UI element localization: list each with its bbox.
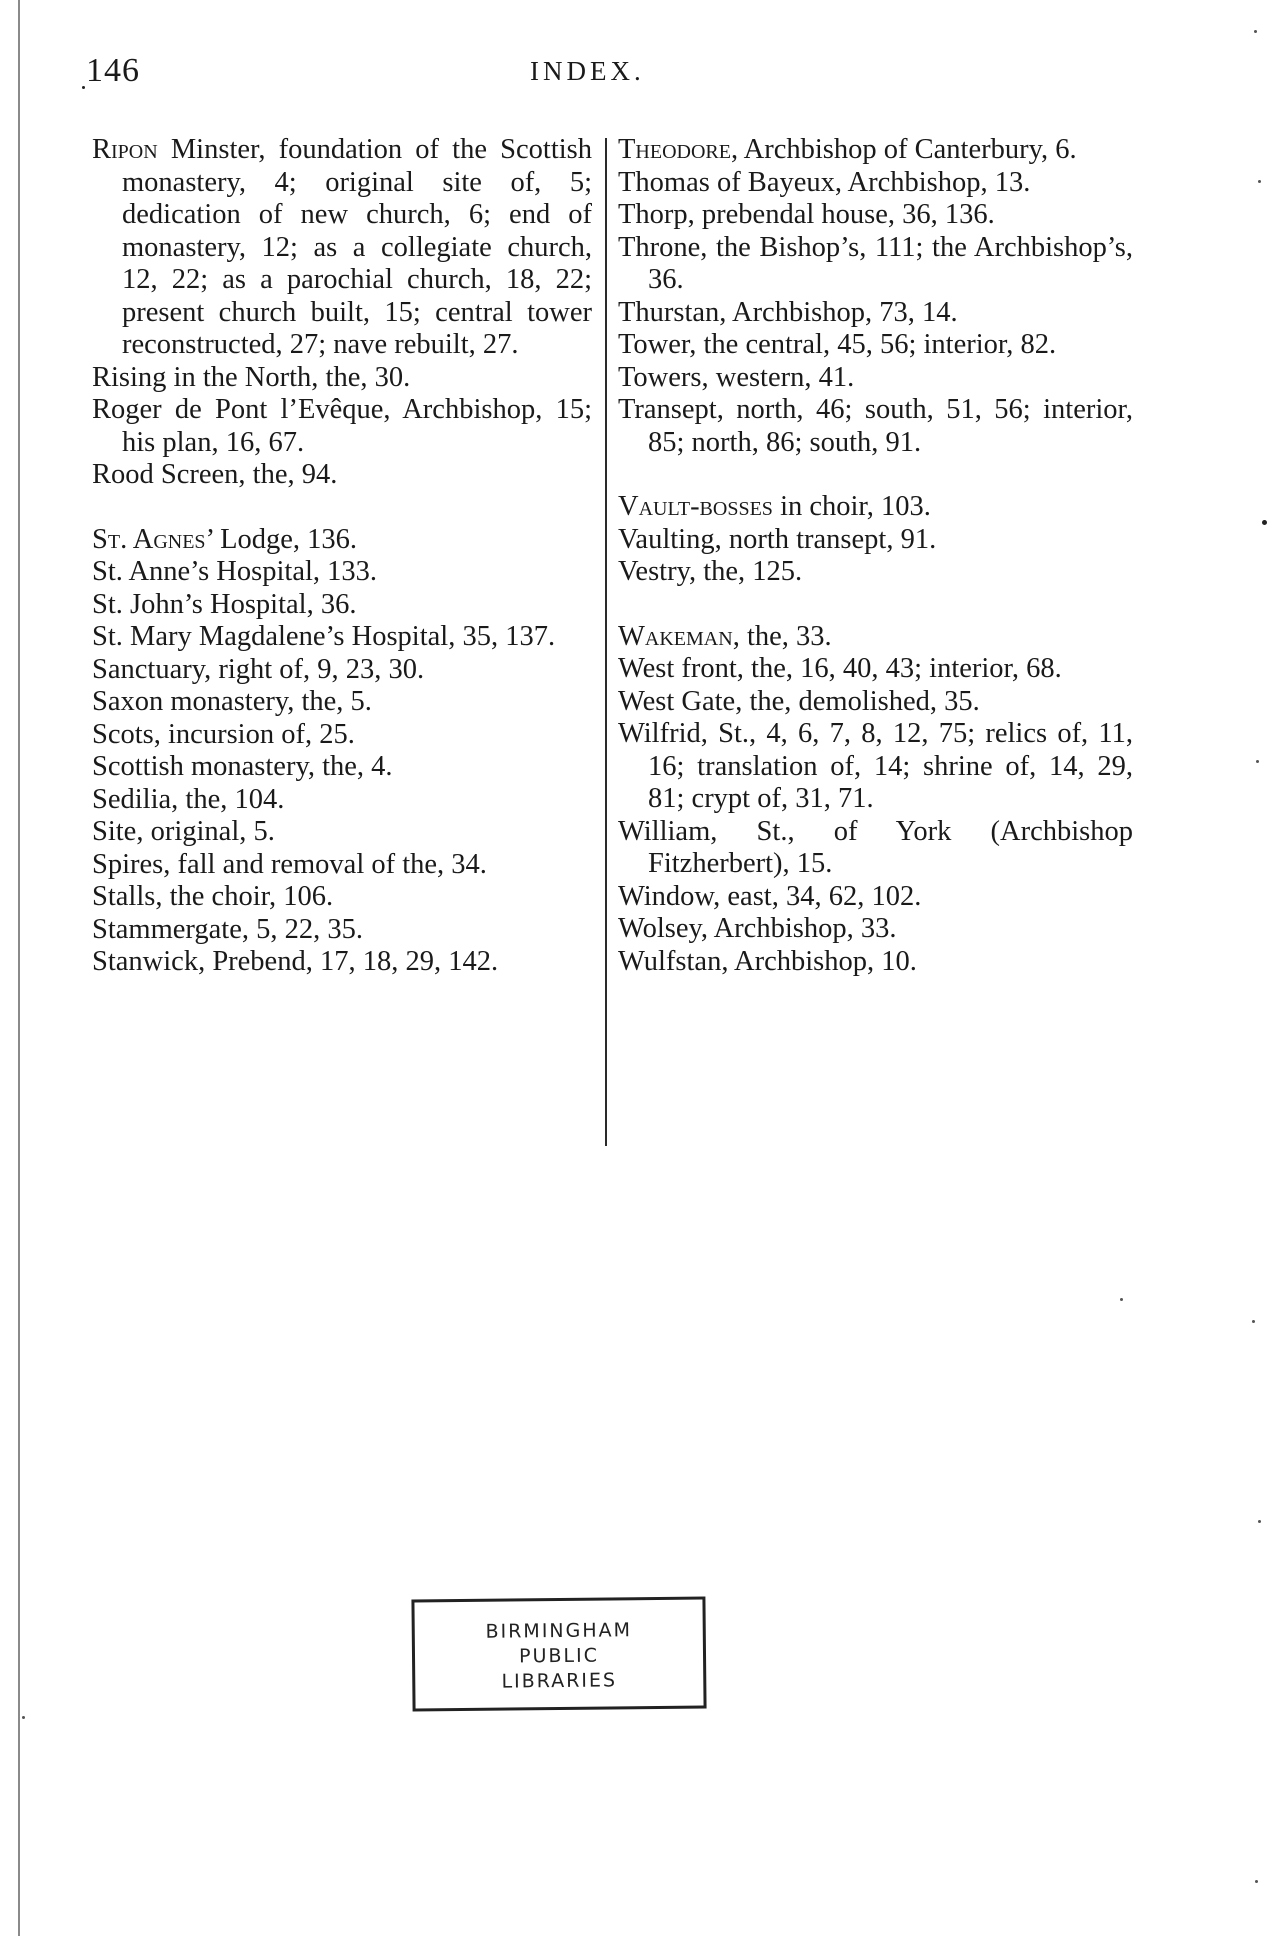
index-entry: Sanctuary, right of, 9, 23, 30. [92,653,425,685]
index-entry: William, St., of York (Archbishop Fitzherbert), 15. [618,815,1133,879]
index-entry: Vault-bosses in choir, 103. [618,491,931,522]
column-divider [605,138,607,1146]
index-entry: St. Agnes’ Lodge, 136. [92,523,357,555]
index-entry: Thomas of Bayeux, Archbishop, 13. [618,166,1031,198]
index-entry: Roger de Pont l’Evêque, Archbishop, 15; his plan, 16, 67. [92,394,592,458]
index-entry: Saxon monastery, the, 5. [92,686,372,717]
scan-speck [1256,760,1259,763]
index-entry: Thorp, prebendal house, 36, 136. [618,199,995,230]
page-number: 146 [86,52,140,89]
running-head: INDEX. [530,56,645,86]
index-entry: Stammergate, 5, 22, 35. [92,913,363,945]
binding-edge [18,0,20,1936]
index-entry: Tower, the central, 45, 56; interior, 82. [618,329,1057,360]
scan-speck [1254,30,1257,33]
index-entry: Scots, incursion of, 25. [92,718,355,750]
section-gap [618,459,1133,491]
index-entry: Towers, western, 41. [618,361,855,393]
stamp-line: BIRMINGHAM [485,1619,633,1643]
index-column-right [618,134,1133,978]
index-entry: Wakeman, the, 33. [618,620,832,652]
index-entry: Wolsey, Archbishop, 33. [618,913,897,944]
scan-speck [1252,1320,1255,1323]
index-entry: Sedilia, the, 104. [92,783,285,815]
index-entry: Thurstan, Archbishop, 73, 14. [618,296,958,328]
index-entry: St. John’s Hospital, 36. [92,588,357,620]
scan-speck [82,86,85,89]
index-entry: Vestry, the, 125. [618,556,803,587]
index-entry: Scottish monastery, the, 4. [92,751,393,782]
stamp-text [415,1617,704,1695]
stamp-line: PUBLIC [518,1644,600,1668]
index-entry: Window, east, 34, 62, 102. [618,880,922,912]
index-entry: Wulfstan, Archbishop, 10. [618,945,917,977]
scan-speck [1262,520,1267,525]
scan-speck [1120,1298,1123,1301]
scan-speck [1258,1520,1261,1523]
index-entry: Rood Screen, the, 94. [92,459,338,490]
index-entry: Stalls, the choir, 106. [92,881,334,912]
index-entry: Site, original, 5. [92,816,275,847]
library-stamp [411,1596,706,1711]
index-entry: West front, the, 16, 40, 43; interior, 68. [618,653,1062,684]
index-entry: Rising in the North, the, 30. [92,361,411,393]
index-entry: Ripon Minster, foundation of the Scottish monastery, 4; original site of, 5; dedication of new church, 6; end of monastery, 12; as a collegiate church, 12, 22; as a parochial church, 18, 22; present church built, 15; central tower reconstructed, 27; nave rebuilt, 27. [92,134,592,360]
index-entry: Wilfrid, St., 4, 6, 7, 8, 12, 75; relics of, 11, 16; translation of, 14; shrine of, 14, 29, 81; crypt of, 31, 71. [618,718,1133,814]
index-entry: Throne, the Bishop’s, 111; the Archbishop’s, 36. [618,231,1133,295]
index-entry: Transept, north, 46; south, 51, 56; interior, 85; north, 86; south, 91. [618,394,1133,458]
index-entry: West Gate, the, demolished, 35. [618,685,980,717]
scan-speck [1258,180,1261,183]
index-entry: Spires, fall and removal of the, 34. [92,848,487,880]
scan-speck [1255,1880,1258,1883]
section-gap [618,589,1133,621]
index-entry: Stanwick, Prebend, 17, 18, 29, 142. [92,946,499,977]
index-column-left [92,134,592,979]
section-gap [92,492,592,524]
index-entry: Theodore, Archbishop of Canterbury, 6. [618,134,1077,165]
index-entry: St. Mary Magdalene’s Hospital, 35, 137. [92,621,556,652]
scan-speck [22,1716,25,1719]
index-entry: Vaulting, north transept, 91. [618,523,937,555]
index-entry: St. Anne’s Hospital, 133. [92,556,378,587]
stamp-line: LIBRARIES [501,1669,618,1693]
